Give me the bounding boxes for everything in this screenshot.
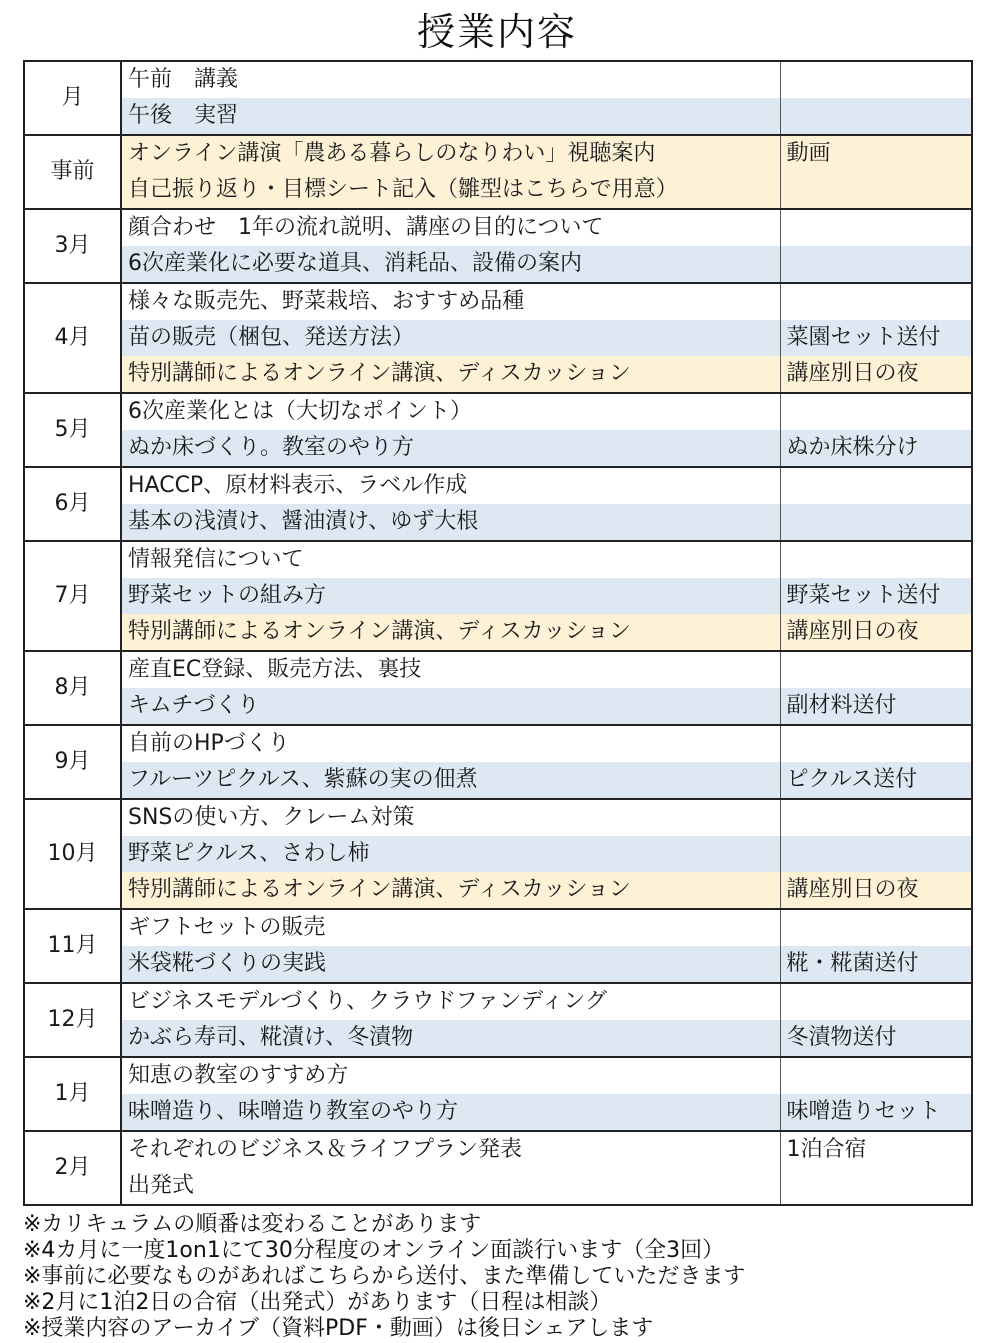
content-cell: 味噌造り、味噌造り教室のやり方 bbox=[121, 1094, 780, 1131]
content-cell: 米袋糀づくりの実践 bbox=[121, 946, 780, 983]
content-cell: 産直EC登録、販売方法、裏技 bbox=[121, 651, 780, 688]
month-cell: 2月 bbox=[24, 1131, 121, 1205]
note-cell bbox=[780, 209, 972, 246]
note-cell bbox=[780, 983, 972, 1020]
table-row bbox=[24, 541, 972, 578]
table-row bbox=[24, 651, 972, 688]
table-row bbox=[24, 393, 972, 430]
table-row bbox=[24, 578, 972, 614]
note-cell bbox=[780, 504, 972, 541]
note-cell bbox=[780, 836, 972, 872]
content-cell: 様々な販売先、野菜栽培、おすすめ品種 bbox=[121, 283, 780, 320]
content-cell: 基本の浅漬け、醤油漬け、ゆず大根 bbox=[121, 504, 780, 541]
note-cell bbox=[780, 799, 972, 836]
table-row bbox=[24, 1168, 972, 1205]
table-row bbox=[24, 320, 972, 356]
note-cell: 味噌造りセット bbox=[780, 1094, 972, 1131]
month-cell: 9月 bbox=[24, 725, 121, 799]
table-row bbox=[24, 799, 972, 836]
month-cell: 5月 bbox=[24, 393, 121, 467]
note-cell bbox=[780, 246, 972, 283]
table-row bbox=[24, 688, 972, 725]
content-cell: 午後 実習 bbox=[121, 98, 780, 135]
page-title: 授業内容 bbox=[416, 10, 577, 54]
table-row bbox=[24, 246, 972, 283]
content-cell: 出発式 bbox=[121, 1168, 780, 1205]
table-row bbox=[24, 504, 972, 541]
note-cell bbox=[780, 651, 972, 688]
table-row bbox=[24, 172, 972, 209]
month-cell: 8月 bbox=[24, 651, 121, 725]
month-cell: 11月 bbox=[24, 909, 121, 983]
footnote: ※事前に必要なものがあればこちらから送付、また準備していただきます bbox=[23, 1264, 746, 1289]
table-row bbox=[24, 1057, 972, 1094]
month-cell: 12月 bbox=[24, 983, 121, 1057]
note-cell bbox=[780, 283, 972, 320]
month-cell: 10月 bbox=[24, 799, 121, 909]
table-row bbox=[24, 983, 972, 1020]
content-cell: HACCP、原材料表示、ラベル作成 bbox=[121, 467, 780, 504]
content-cell: かぶら寿司、糀漬け、冬漬物 bbox=[121, 1020, 780, 1057]
content-cell: それぞれのビジネス＆ライフプラン発表 bbox=[121, 1131, 780, 1168]
note-cell bbox=[780, 1057, 972, 1094]
note-cell bbox=[780, 909, 972, 946]
table-row bbox=[24, 467, 972, 504]
footnote: ※授業内容のアーカイブ（資料PDF・動画）は後日シェアします bbox=[23, 1316, 654, 1341]
note-cell: 講座別日の夜 bbox=[780, 356, 972, 393]
note-cell: 動画 bbox=[780, 135, 972, 172]
table-row bbox=[24, 872, 972, 909]
content-cell: 野菜ピクルス、さわし柿 bbox=[121, 836, 780, 872]
month-cell: 月 bbox=[24, 61, 121, 135]
note-cell bbox=[780, 541, 972, 578]
note-cell bbox=[780, 1168, 972, 1205]
table-row bbox=[24, 836, 972, 872]
note-cell: 講座別日の夜 bbox=[780, 872, 972, 909]
content-cell: 知恵の教室のすすめ方 bbox=[121, 1057, 780, 1094]
table-row bbox=[24, 135, 972, 172]
footnote: ※4カ月に一度1on1にて30分程度のオンライン面談行います（全3回） bbox=[23, 1238, 725, 1263]
note-cell bbox=[780, 172, 972, 209]
note-cell bbox=[780, 725, 972, 762]
table-row bbox=[24, 725, 972, 762]
note-cell: ぬか床株分け bbox=[780, 430, 972, 467]
note-cell: 1泊合宿 bbox=[780, 1131, 972, 1168]
note-cell bbox=[780, 61, 972, 98]
content-cell: SNSの使い方、クレーム対策 bbox=[121, 799, 780, 836]
content-cell: 午前 講義 bbox=[121, 61, 780, 98]
content-cell: キムチづくり bbox=[121, 688, 780, 725]
table-row bbox=[24, 356, 972, 393]
table-row bbox=[24, 762, 972, 799]
month-cell: 7月 bbox=[24, 541, 121, 651]
note-cell: 野菜セット送付 bbox=[780, 578, 972, 614]
curriculum-table-body bbox=[24, 61, 972, 1205]
content-cell: 特別講師によるオンライン講演、ディスカッション bbox=[121, 614, 780, 651]
content-cell: オンライン講演「農ある暮らしのなりわい」視聴案内 bbox=[121, 135, 780, 172]
content-cell: 特別講師によるオンライン講演、ディスカッション bbox=[121, 356, 780, 393]
table-row bbox=[24, 430, 972, 467]
note-cell: 冬漬物送付 bbox=[780, 1020, 972, 1057]
month-cell: 3月 bbox=[24, 209, 121, 283]
note-cell: 糀・糀菌送付 bbox=[780, 946, 972, 983]
content-cell: ギフトセットの販売 bbox=[121, 909, 780, 946]
content-cell: 特別講師によるオンライン講演、ディスカッション bbox=[121, 872, 780, 909]
content-cell: 6次産業化に必要な道具、消耗品、設備の案内 bbox=[121, 246, 780, 283]
footnote: ※カリキュラムの順番は変わることがあります bbox=[23, 1212, 482, 1237]
table-row bbox=[24, 909, 972, 946]
note-cell: 副材料送付 bbox=[780, 688, 972, 725]
curriculum-table bbox=[23, 60, 973, 1206]
content-cell: 情報発信について bbox=[121, 541, 780, 578]
note-cell bbox=[780, 393, 972, 430]
table-row bbox=[24, 283, 972, 320]
table-row bbox=[24, 946, 972, 983]
content-cell: フルーツピクルス、紫蘇の実の佃煮 bbox=[121, 762, 780, 799]
table-row bbox=[24, 1094, 972, 1131]
content-cell: 自前のHPづくり bbox=[121, 725, 780, 762]
month-cell: 1月 bbox=[24, 1057, 121, 1131]
footnote: ※2月に1泊2日の合宿（出発式）があります（日程は相談） bbox=[23, 1290, 612, 1315]
content-cell: 苗の販売（梱包、発送方法） bbox=[121, 320, 780, 356]
note-cell: 講座別日の夜 bbox=[780, 614, 972, 651]
table-row bbox=[24, 614, 972, 651]
content-cell: 6次産業化とは（大切なポイント） bbox=[121, 393, 780, 430]
note-cell: 菜園セット送付 bbox=[780, 320, 972, 356]
content-cell: 顔合わせ 1年の流れ説明、講座の目的について bbox=[121, 209, 780, 246]
table-row bbox=[24, 98, 972, 135]
note-cell bbox=[780, 467, 972, 504]
content-cell: ビジネスモデルづくり、クラウドファンディング bbox=[121, 983, 780, 1020]
content-cell: 自己振り返り・目標シート記入（雛型はこちらで用意） bbox=[121, 172, 780, 209]
month-cell: 6月 bbox=[24, 467, 121, 541]
table-row bbox=[24, 209, 972, 246]
table-row bbox=[24, 1020, 972, 1057]
month-cell: 4月 bbox=[24, 283, 121, 393]
content-cell: ぬか床づくり。教室のやり方 bbox=[121, 430, 780, 467]
month-cell: 事前 bbox=[24, 135, 121, 209]
footnotes bbox=[23, 1212, 983, 1342]
note-cell: ピクルス送付 bbox=[780, 762, 972, 799]
note-cell bbox=[780, 98, 972, 135]
table-row bbox=[24, 61, 972, 98]
content-cell: 野菜セットの組み方 bbox=[121, 578, 780, 614]
table-row bbox=[24, 1131, 972, 1168]
